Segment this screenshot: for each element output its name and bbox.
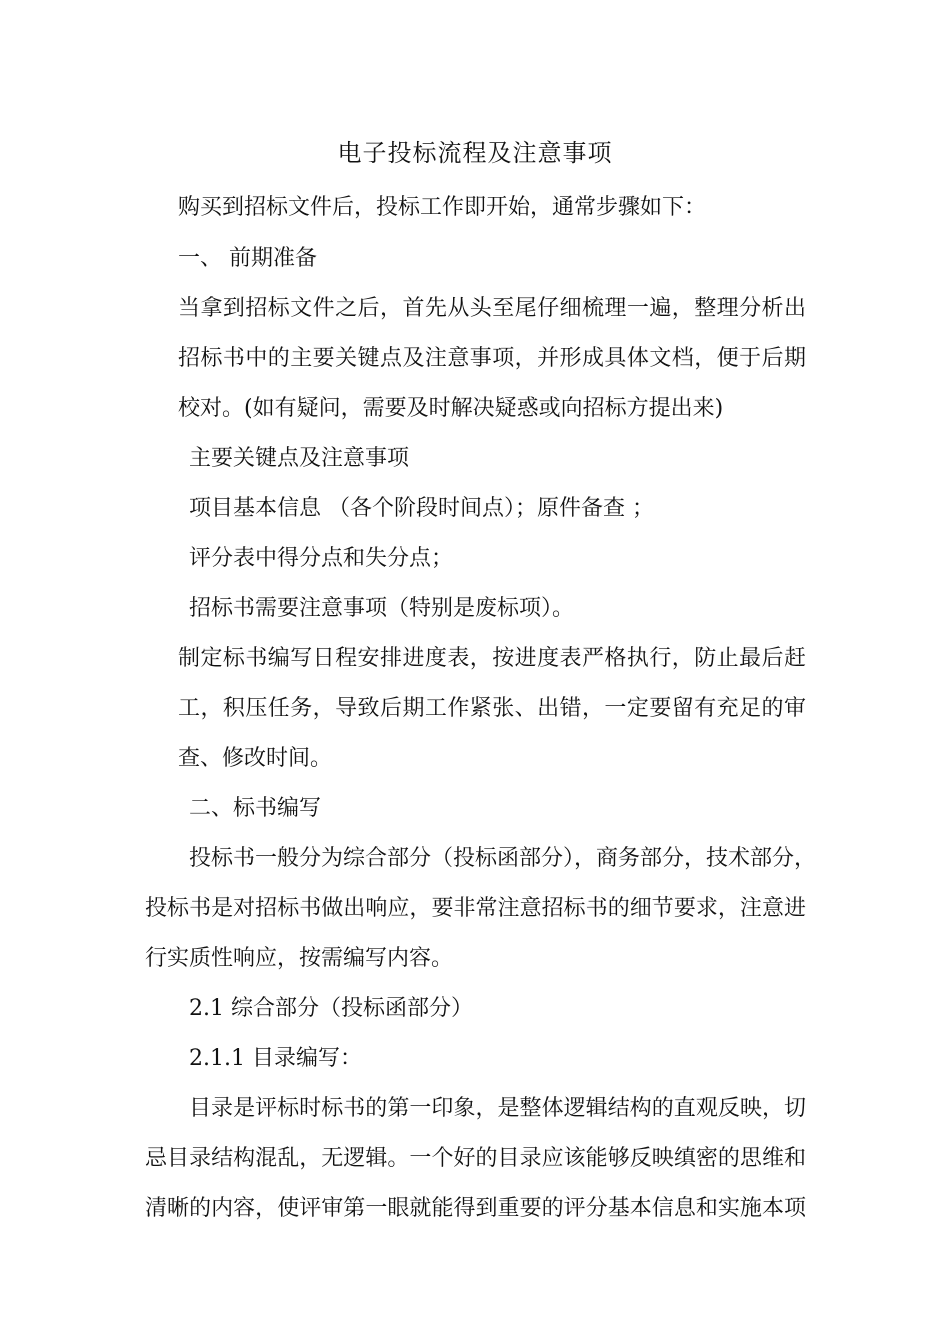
text-line-5: 校对。(如有疑问，需要及时解决疑惑或向招标方提出来) xyxy=(178,396,724,421)
text-line-17: 2.1 综合部分（投标函部分） xyxy=(189,996,473,1021)
text-line-2: 一、 前期准备 xyxy=(178,246,317,271)
text-line-18: 2.1.1 目录编写： xyxy=(189,1046,362,1071)
text-line-1: 购买到招标文件后，投标工作即开始，通常步骤如下： xyxy=(178,195,707,220)
text-line-9: 招标书需要注意事项（特别是废标项）。 xyxy=(189,596,575,621)
text-line-15: 投标书是对招标书做出响应，要非常注意招标书的细节要求，注意进 xyxy=(145,896,806,921)
text-line-7: 项目基本信息 （各个阶段时间点）；原件备查 ； xyxy=(189,496,654,521)
text-line-21: 清晰的内容，使评审第一眼就能得到重要的评分基本信息和实施本项 xyxy=(145,1196,806,1221)
text-line-20: 忌目录结构混乱，无逻辑。一个好的目录应该能够反映缜密的思维和 xyxy=(145,1146,806,1171)
document-title: 电子投标流程及注意事项 xyxy=(337,139,613,167)
text-line-14: 投标书一般分为综合部分（投标函部分），商务部分，技术部分， xyxy=(189,846,817,871)
text-line-10: 制定标书编写日程安排进度表，按进度表严格执行，防止最后赶 xyxy=(178,646,806,671)
text-line-8: 评分表中得分点和失分点； xyxy=(189,546,454,571)
text-line-19: 目录是评标时标书的第一印象，是整体逻辑结构的直观反映，切 xyxy=(189,1096,806,1121)
text-line-12: 查、修改时间。 xyxy=(178,746,333,771)
text-line-16: 行实质性响应，按需编写内容。 xyxy=(145,946,454,971)
text-line-11: 工，积压任务，导致后期工作紧张、出错，一定要留有充足的审 xyxy=(178,696,806,721)
text-line-4: 招标书中的主要关键点及注意事项，并形成具体文档，便于后期 xyxy=(178,346,806,371)
text-line-3: 当拿到招标文件之后，首先从头至尾仔细梳理一遍，整理分析出 xyxy=(178,296,806,321)
text-line-13: 二、标书编写 xyxy=(189,796,322,821)
text-line-6: 主要关键点及注意事项 xyxy=(189,446,410,471)
